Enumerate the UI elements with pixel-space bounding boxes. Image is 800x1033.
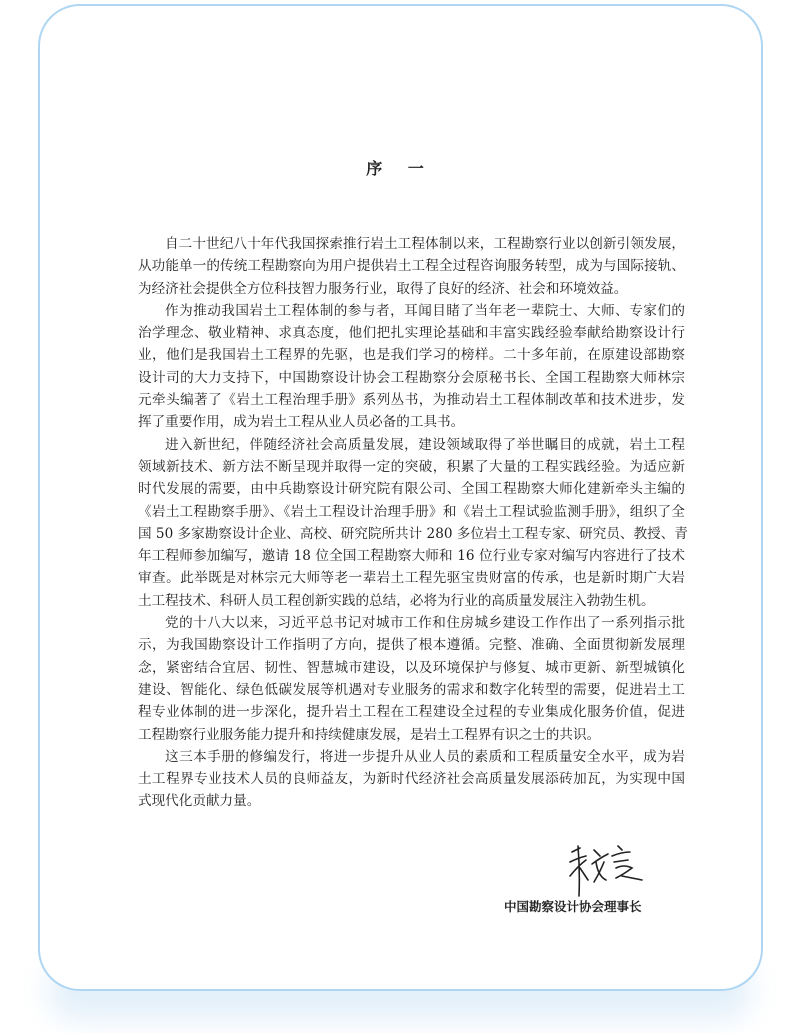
handwritten-signature <box>566 840 646 900</box>
paragraph-3-line: 国 50 多家勘察设计企业、高校、研究院所共计 280 多位岩土工程专家、研究员、教授、青 <box>138 525 688 542</box>
paragraph-4-line: 程专业体制的进一步深化，提升岩土工程在工程建设全过程的专业集成化服务价值，促进 <box>138 704 685 721</box>
preface-title: 序 一 <box>366 159 434 178</box>
paragraph-4-line: 建设、智能化、绿色低碳发展等机遇对专业服务的需求和数字化转型的需要，促进岩土工 <box>138 681 685 698</box>
paragraph-3-line: 土工程技术、科研人员工程创新实践的总结，必将为行业的高质量发展注入勃勃生机。 <box>138 592 655 609</box>
paragraph-1-line: 从功能单一的传统工程勘察向为用户提供岩土工程全过程咨询服务转型，成为与国际接轨、 <box>138 258 685 275</box>
paragraph-4-line: 示，为我国勘察设计工作指明了方向，提供了根本遵循。完整、准确、全面贯彻新发展理 <box>138 637 685 654</box>
paragraph-2-line: 挥了重要作用，成为岩土工程从业人员必备的工具书。 <box>138 414 465 431</box>
paragraph-5-line: 土工程界专业技术人员的良师益友，为新时代经济社会高质量发展添砖加瓦，为实现中国 <box>138 771 685 788</box>
paragraph-3-line: 进入新世纪，伴随经济社会高质量发展，建设领域取得了举世瞩目的成就，岩土工程 <box>165 436 685 453</box>
paragraph-3-line: 领域新技术、新方法不断呈现并取得一定的突破，积累了大量的工程实践经验。为适应新 <box>138 458 685 475</box>
paragraph-2-line: 作为推动我国岩土工程体制的参与者，耳闻目睹了当年老一辈院士、大师、专家们的 <box>165 302 685 319</box>
paragraph-3-line: 年工程师参加编写，邀请 18 位全国工程勘察大师和 16 位行业专家对编写内容进行了技术 <box>138 548 685 565</box>
paragraph-4-line: 党的十八大以来，习近平总书记对城市工作和住房城乡建设工作作出了一系列指示批 <box>165 615 685 632</box>
paragraph-2-line: 元牵头编著了《岩土工程治理手册》系列丛书，为推动岩土工程体制改革和技术进步，发 <box>138 392 685 409</box>
paragraph-2-line: 业，他们是我国岩土工程界的先驱，也是我们学习的榜样。二十多年前，在原建设部勘察 <box>138 347 685 364</box>
paragraph-5-line: 这三本手册的修编发行，将进一步提升从业人员的素质和工程质量安全水平，成为岩 <box>165 748 685 765</box>
paragraph-2-line: 治学理念、敬业精神、求真态度，他们把扎实理论基础和丰富实践经验奉献给勘察设计行 <box>138 325 685 342</box>
paragraph-2-line: 设计司的大力支持下，中国勘察设计协会工程勘察分会原秘书长、全国工程勘察大师林宗 <box>138 369 685 386</box>
paragraph-1-line: 为经济社会提供全方位科技智力服务行业，取得了良好的经济、社会和环境效益。 <box>138 280 628 297</box>
paragraph-1-line: 自二十世纪八十年代我国探索推行岩土工程体制以来，工程勘察行业以创新引领发展， <box>165 236 685 252</box>
preface-body <box>138 233 688 813</box>
paragraph-3-line: 时代发展的需要，由中兵勘察设计研究院有限公司、全国工程勘察大师化建新牵头主编的 <box>138 481 685 498</box>
signatory-title: 中国勘察设计协会理事长 <box>504 899 642 914</box>
paragraph-3-line: 审查。此举既是对林宗元大师等老一辈岩土工程先驱宝贵财富的传承，也是新时期广大岩 <box>138 570 685 587</box>
paragraph-4-line: 念，紧密结合宜居、韧性、智慧城市建设，以及环境保护与修复、城市更新、新型城镇化 <box>138 659 685 676</box>
paragraph-4-line: 工程勘察行业服务能力提升和持续健康发展，是岩土工程界有识之士的共识。 <box>138 726 601 743</box>
paragraph-5-line: 式现代化贡献力量。 <box>138 793 261 810</box>
paragraph-3-line: 《岩土工程勘察手册》、《岩土工程设计治理手册》和《岩土工程试验监测手册》，组织了全 <box>138 503 685 520</box>
